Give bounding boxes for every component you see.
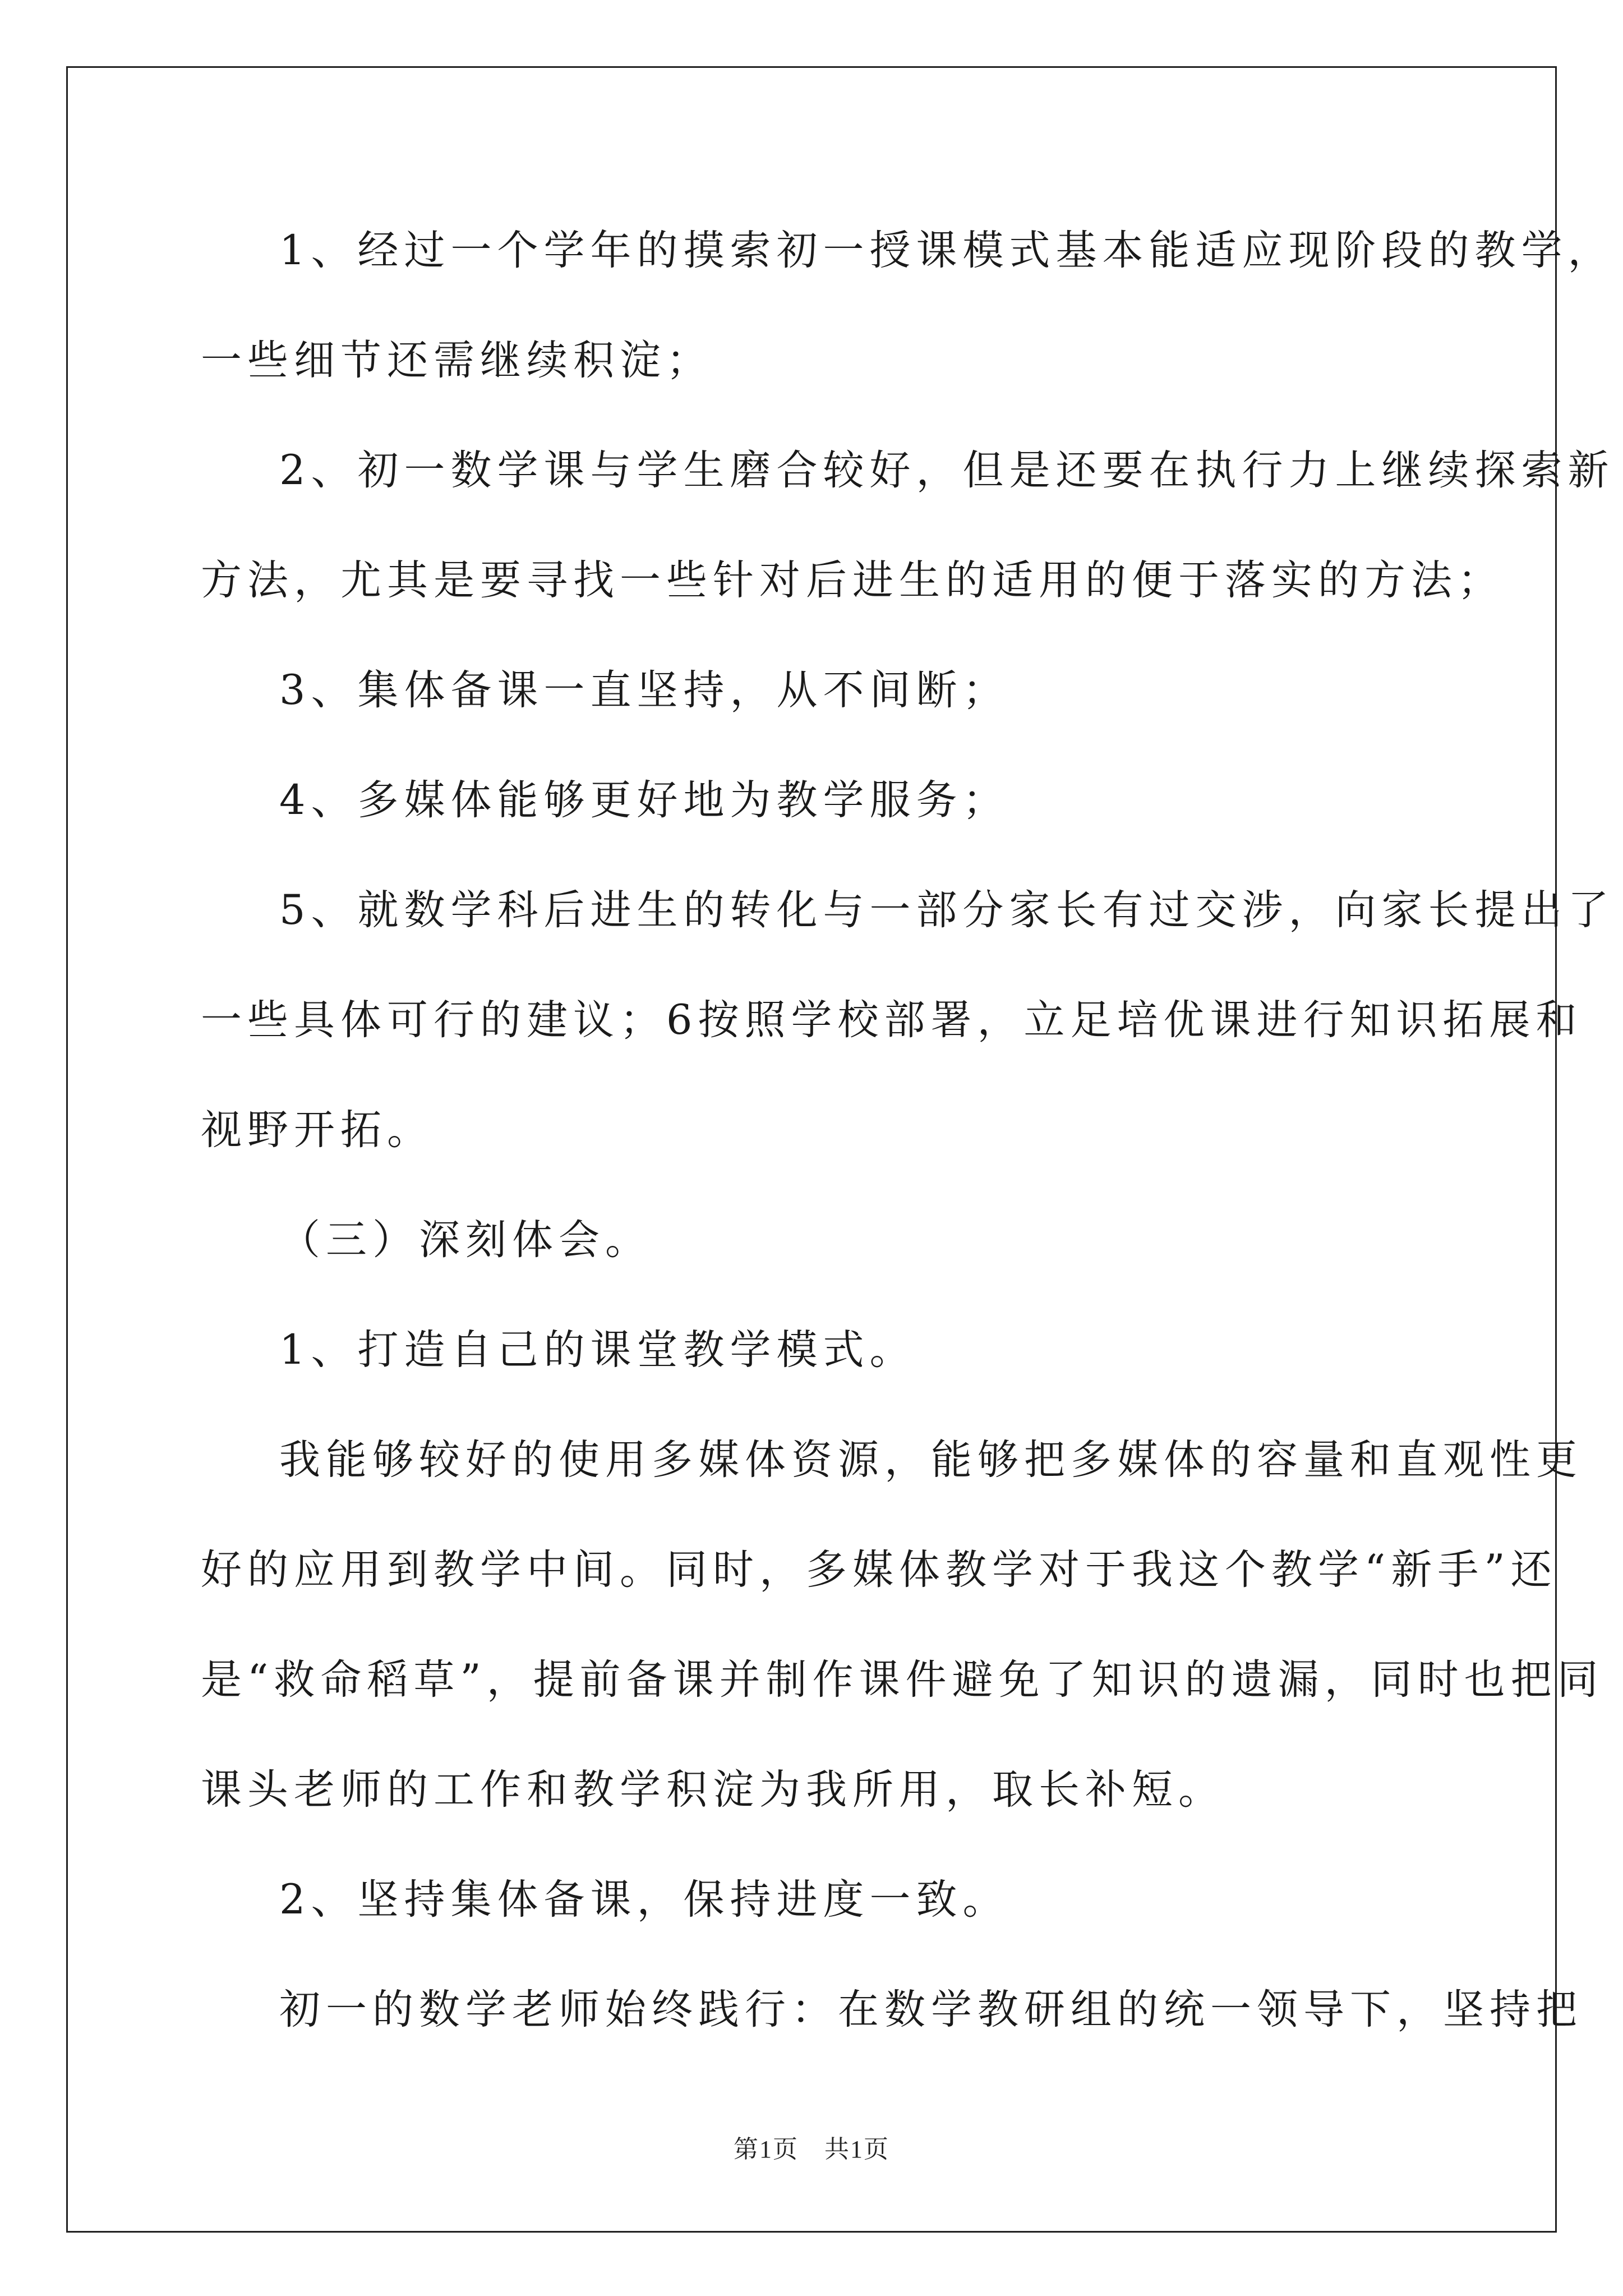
- paragraph-line: 1、经过一个学年的摸索初一授课模式基本能适应现阶段的教学，: [279, 227, 1615, 274]
- paragraph-line: 视野开拓。: [201, 1106, 434, 1154]
- section-heading: （三）深刻体会。: [279, 1216, 652, 1264]
- paragraph-line: 5、就数学科后进生的转化与一部分家长有过交涉，向家长提出了: [279, 886, 1615, 934]
- paragraph-line: 4、多媒体能够更好地为教学服务；: [279, 776, 1009, 824]
- subheading-line: 1、打造自己的课堂教学模式。: [279, 1326, 916, 1374]
- paragraph-line: 3、集体备课一直坚持，从不间断；: [279, 666, 1009, 714]
- subheading-line: 2、坚持集体备课，保持进度一致。: [279, 1876, 1009, 1924]
- paragraph-line: 初一的数学老师始终践行：在数学教研组的统一领导下，坚持把: [279, 1986, 1583, 2033]
- paragraph-line: 好的应用到教学中间。同时，多媒体教学对于我这个教学“新手”还: [201, 1546, 1557, 1594]
- paragraph-line: 是“救命稻草”，提前备课并制作课件避免了知识的遗漏，同时也把同: [201, 1656, 1604, 1704]
- paragraph-line: 一些具体可行的建议；6按照学校部署，立足培优课进行知识拓展和: [201, 996, 1583, 1044]
- paragraph-line: 课头老师的工作和教学积淀为我所用，取长补短。: [201, 1766, 1225, 1814]
- paragraph-line: 一些细节还需继续积淀；: [201, 337, 713, 384]
- paragraph-line: 我能够较好的使用多媒体资源，能够把多媒体的容量和直观性更: [279, 1436, 1583, 1484]
- paragraph-line: 2、初一数学课与学生磨合较好，但是还要在执行力上继续探索新: [279, 447, 1615, 494]
- page-number-footer: 第1页 共1页: [734, 2136, 889, 2163]
- paragraph-line: 方法，尤其是要寻找一些针对后进生的适用的便于落实的方法；: [201, 556, 1504, 604]
